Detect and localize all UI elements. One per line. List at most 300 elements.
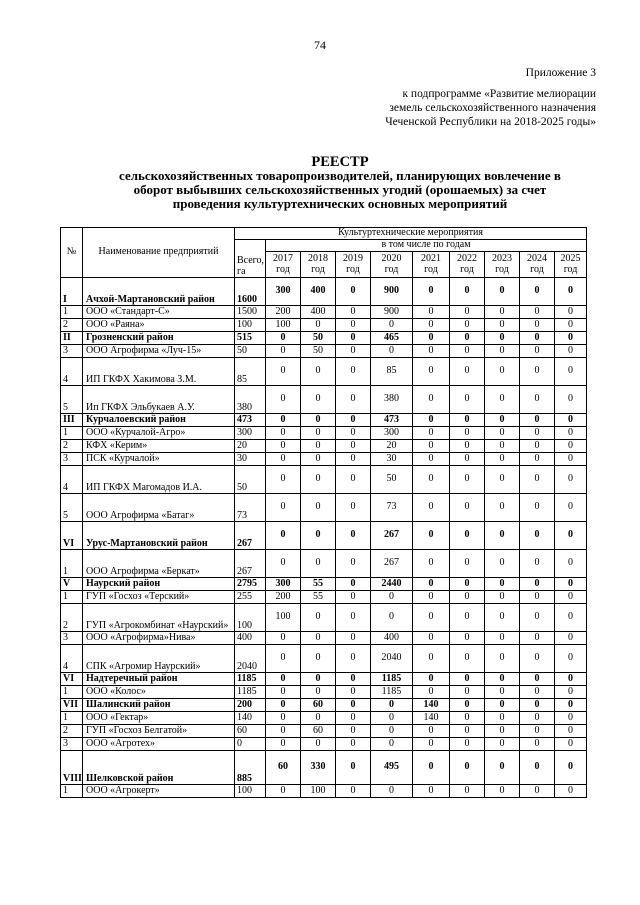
- row-year-value: 0: [485, 345, 520, 358]
- col-header-year-2022: [450, 252, 485, 278]
- row-year-value: 0: [450, 738, 485, 751]
- row-total: 2040: [235, 645, 266, 673]
- row-year-value: 0: [520, 278, 555, 306]
- row-year-value: 85: [371, 358, 413, 386]
- row-year-value: 0: [413, 738, 450, 751]
- row-year-value: 0: [266, 738, 301, 751]
- row-year-value: 0: [371, 591, 413, 604]
- row-year-value: 0: [485, 738, 520, 751]
- row-year-value: 0: [266, 440, 301, 453]
- row-year-value: 0: [301, 604, 336, 632]
- row-number: 1: [61, 427, 83, 440]
- row-year-value: 0: [450, 632, 485, 645]
- row-year-value: 0: [336, 591, 371, 604]
- row-year-value: 0: [520, 453, 555, 466]
- year-value: 2025: [560, 253, 581, 264]
- row-year-value: 50: [301, 345, 336, 358]
- row-year-value: 0: [413, 550, 450, 578]
- row-year-value: 0: [336, 632, 371, 645]
- row-name: ООО «Курчалой-Агро»: [83, 427, 235, 440]
- row-year-value: 0: [555, 522, 587, 550]
- heading-title: РЕЕСТР: [311, 154, 369, 170]
- row-year-value: 0: [413, 414, 450, 427]
- row-year-value: 0: [301, 494, 336, 522]
- table-row: [61, 306, 587, 319]
- row-year-value: 0: [413, 453, 450, 466]
- year-unit: год: [424, 263, 438, 275]
- row-year-value: 0: [555, 319, 587, 332]
- row-year-value: 140: [413, 712, 450, 725]
- year-unit: год: [495, 263, 509, 275]
- row-year-value: 0: [301, 645, 336, 673]
- row-year-value: 0: [555, 712, 587, 725]
- row-year-value: 0: [266, 645, 301, 673]
- row-year-value: 0: [555, 686, 587, 699]
- row-year-value: 0: [520, 725, 555, 738]
- row-year-value: 0: [485, 673, 520, 686]
- row-year-value: 0: [371, 738, 413, 751]
- row-year-value: 100: [266, 604, 301, 632]
- row-year-value: 0: [336, 751, 371, 785]
- row-year-value: 60: [301, 699, 336, 712]
- row-year-value: 0: [336, 414, 371, 427]
- row-year-value: 300: [371, 427, 413, 440]
- row-year-value: 0: [450, 673, 485, 686]
- row-year-value: 0: [450, 345, 485, 358]
- row-name: Курчалоевский район: [83, 414, 235, 427]
- col-header-year-2017: [266, 252, 301, 278]
- row-year-value: 0: [520, 738, 555, 751]
- row-year-value: 0: [266, 494, 301, 522]
- row-year-value: 0: [266, 712, 301, 725]
- row-year-value: 0: [450, 440, 485, 453]
- row-total: 885: [235, 751, 266, 785]
- row-total: 1500: [235, 306, 266, 319]
- row-year-value: 0: [413, 319, 450, 332]
- row-year-value: 0: [371, 785, 413, 798]
- row-total: 73: [235, 494, 266, 522]
- year-value: 2018: [308, 253, 328, 264]
- row-number: 2: [61, 725, 83, 738]
- row-year-value: 0: [301, 319, 336, 332]
- row-year-value: 200: [266, 591, 301, 604]
- row-year-value: 0: [336, 427, 371, 440]
- row-year-value: 100: [266, 319, 301, 332]
- year-unit: год: [460, 263, 474, 275]
- row-year-value: 0: [413, 332, 450, 345]
- row-name: Шалинский район: [83, 699, 235, 712]
- row-total: 515: [235, 332, 266, 345]
- row-year-value: 0: [450, 751, 485, 785]
- row-year-value: 0: [336, 466, 371, 494]
- row-year-value: 0: [301, 440, 336, 453]
- row-year-value: 0: [485, 632, 520, 645]
- row-year-value: 0: [520, 785, 555, 798]
- row-year-value: 0: [450, 319, 485, 332]
- row-year-value: 0: [266, 699, 301, 712]
- row-year-value: 0: [520, 386, 555, 414]
- year-value: 2017: [273, 253, 293, 264]
- row-year-value: 0: [266, 345, 301, 358]
- row-number: 3: [61, 345, 83, 358]
- col-header-name: Наименование предприятий: [83, 228, 235, 278]
- row-year-value: 0: [450, 386, 485, 414]
- row-number: II: [61, 332, 83, 345]
- row-year-value: 0: [555, 738, 587, 751]
- year-value: 2021: [421, 253, 441, 264]
- row-year-value: 0: [450, 522, 485, 550]
- row-year-value: 0: [485, 699, 520, 712]
- row-year-value: 0: [336, 453, 371, 466]
- year-unit: год: [276, 263, 290, 275]
- row-year-value: 0: [266, 632, 301, 645]
- row-year-value: 0: [450, 466, 485, 494]
- row-name: ГУП «Госхоз Белгатой»: [83, 725, 235, 738]
- row-year-value: 55: [301, 591, 336, 604]
- row-year-value: 0: [520, 494, 555, 522]
- row-name: СПК «Агромир Наурский»: [83, 645, 235, 673]
- row-year-value: 0: [413, 466, 450, 494]
- row-year-value: 0: [485, 712, 520, 725]
- row-number: 1: [61, 591, 83, 604]
- row-year-value: 0: [301, 522, 336, 550]
- row-year-value: 0: [450, 332, 485, 345]
- row-year-value: 0: [555, 604, 587, 632]
- appendix-line: Чеченской Республики на 2018-2025 годы»: [385, 116, 596, 128]
- row-year-value: 0: [555, 306, 587, 319]
- row-year-value: 0: [485, 319, 520, 332]
- row-year-value: 0: [485, 414, 520, 427]
- year-value: 2024: [527, 253, 547, 264]
- row-name: ООО «Агротех»: [83, 738, 235, 751]
- row-year-value: 30: [371, 453, 413, 466]
- col-header-year-2021: [413, 252, 450, 278]
- row-year-value: 0: [485, 427, 520, 440]
- row-total: 100: [235, 785, 266, 798]
- appendix-title: Приложение 3: [525, 67, 596, 79]
- row-name: ООО Агрофирма «Беркат»: [83, 550, 235, 578]
- row-year-value: 0: [555, 414, 587, 427]
- row-year-value: 0: [336, 386, 371, 414]
- district-row: [61, 332, 587, 345]
- row-year-value: 60: [266, 751, 301, 785]
- row-total: 30: [235, 453, 266, 466]
- row-year-value: 0: [301, 358, 336, 386]
- row-number: 3: [61, 738, 83, 751]
- table-row: [61, 386, 587, 414]
- table-row: [61, 453, 587, 466]
- row-number: VIII: [61, 751, 83, 785]
- row-total: 0: [235, 738, 266, 751]
- appendix-line: земель сельскохозяйственного назначения: [389, 102, 596, 114]
- row-year-value: 0: [555, 332, 587, 345]
- row-year-value: 20: [371, 440, 413, 453]
- table-row: [61, 632, 587, 645]
- row-year-value: 0: [336, 738, 371, 751]
- row-year-value: 300: [266, 278, 301, 306]
- row-year-value: 0: [413, 785, 450, 798]
- row-year-value: 0: [413, 645, 450, 673]
- row-number: 2: [61, 319, 83, 332]
- row-number: 3: [61, 632, 83, 645]
- row-total: 380: [235, 386, 266, 414]
- row-year-value: 0: [301, 673, 336, 686]
- appendix-line: к подпрограмме «Развитие мелиорации: [402, 88, 596, 100]
- row-number: 1: [61, 550, 83, 578]
- row-name: ИП ГКФХ Магомадов И.А.: [83, 466, 235, 494]
- row-year-value: 0: [485, 578, 520, 591]
- row-total: 300: [235, 427, 266, 440]
- row-total: 255: [235, 591, 266, 604]
- row-year-value: 0: [336, 785, 371, 798]
- row-year-value: 0: [336, 645, 371, 673]
- row-year-value: 0: [485, 466, 520, 494]
- row-name: ГУП «Госхоз «Терский»: [83, 591, 235, 604]
- row-year-value: 60: [301, 725, 336, 738]
- row-year-value: 0: [336, 686, 371, 699]
- row-year-value: 0: [266, 673, 301, 686]
- row-year-value: 0: [555, 725, 587, 738]
- district-row: [61, 751, 587, 785]
- row-number: 5: [61, 386, 83, 414]
- year-unit: год: [311, 263, 325, 275]
- row-year-value: 0: [336, 440, 371, 453]
- row-name: КФХ «Керим»: [83, 440, 235, 453]
- row-year-value: 0: [450, 645, 485, 673]
- col-header-year-2019: [336, 252, 371, 278]
- row-year-value: 0: [485, 522, 520, 550]
- row-year-value: 0: [301, 386, 336, 414]
- row-total: 60: [235, 725, 266, 738]
- row-year-value: 0: [555, 278, 587, 306]
- row-year-value: 0: [413, 358, 450, 386]
- table-row: [61, 494, 587, 522]
- row-year-value: 1185: [371, 673, 413, 686]
- row-year-value: 473: [371, 414, 413, 427]
- col-header-by-years: в том числе по годам: [266, 240, 587, 252]
- table-row: [61, 686, 587, 699]
- row-total: 140: [235, 712, 266, 725]
- col-header-year-2023: [485, 252, 520, 278]
- row-name: Надтеречный район: [83, 673, 235, 686]
- row-year-value: 0: [485, 494, 520, 522]
- row-name: Ачхой-Мартановский район: [83, 278, 235, 306]
- row-year-value: 0: [336, 345, 371, 358]
- row-year-value: 0: [301, 738, 336, 751]
- row-year-value: 0: [266, 332, 301, 345]
- row-year-value: 0: [485, 386, 520, 414]
- year-unit: год: [563, 263, 578, 275]
- row-year-value: 0: [413, 306, 450, 319]
- row-name: Грозненский район: [83, 332, 235, 345]
- year-unit: год: [384, 263, 399, 275]
- table-row: [61, 550, 587, 578]
- row-year-value: 2440: [371, 578, 413, 591]
- year-value: 2023: [492, 253, 512, 264]
- row-year-value: 380: [371, 386, 413, 414]
- row-year-value: 0: [520, 604, 555, 632]
- row-year-value: 0: [450, 725, 485, 738]
- row-year-value: 400: [301, 278, 336, 306]
- year-value: 2022: [457, 253, 477, 264]
- district-row: [61, 278, 587, 306]
- row-total: 1600: [235, 278, 266, 306]
- row-year-value: 0: [336, 604, 371, 632]
- row-year-value: 200: [266, 306, 301, 319]
- row-year-value: 0: [413, 578, 450, 591]
- col-header-year-2018: [301, 252, 336, 278]
- row-year-value: 0: [413, 440, 450, 453]
- row-year-value: 0: [450, 604, 485, 632]
- district-row: [61, 578, 587, 591]
- row-year-value: 0: [413, 673, 450, 686]
- document-heading: [60, 155, 620, 211]
- row-year-value: 0: [450, 699, 485, 712]
- row-year-value: 0: [520, 345, 555, 358]
- col-header-year-2020: [371, 252, 413, 278]
- row-year-value: 55: [301, 578, 336, 591]
- row-year-value: 0: [555, 673, 587, 686]
- row-number: 3: [61, 453, 83, 466]
- row-year-value: 0: [450, 591, 485, 604]
- row-year-value: 0: [555, 550, 587, 578]
- row-total: 200: [235, 699, 266, 712]
- row-year-value: 0: [336, 494, 371, 522]
- row-year-value: 0: [371, 699, 413, 712]
- row-total: 50: [235, 466, 266, 494]
- row-number: 1: [61, 785, 83, 798]
- row-year-value: 400: [301, 306, 336, 319]
- row-year-value: 0: [371, 712, 413, 725]
- row-year-value: 0: [413, 345, 450, 358]
- row-year-value: 0: [413, 494, 450, 522]
- row-year-value: 0: [413, 522, 450, 550]
- row-year-value: 900: [371, 278, 413, 306]
- row-year-value: 400: [371, 632, 413, 645]
- heading-line: оборот выбывших сельскохозяйственных угодий (орошаемых) за счет: [133, 182, 547, 197]
- row-number: VI: [61, 673, 83, 686]
- row-total: 20: [235, 440, 266, 453]
- row-year-value: 0: [555, 386, 587, 414]
- row-name: ООО «Стандарт-С»: [83, 306, 235, 319]
- row-year-value: 0: [520, 751, 555, 785]
- row-year-value: 0: [520, 427, 555, 440]
- row-name: ГУП «Агрокомбинат «Наурский»: [83, 604, 235, 632]
- row-year-value: 900: [371, 306, 413, 319]
- row-year-value: 0: [301, 427, 336, 440]
- row-year-value: 0: [555, 591, 587, 604]
- row-year-value: 0: [371, 725, 413, 738]
- row-year-value: 0: [555, 345, 587, 358]
- col-header-number: №: [61, 228, 83, 278]
- row-year-value: 0: [266, 414, 301, 427]
- row-year-value: 0: [485, 453, 520, 466]
- row-total: 267: [235, 550, 266, 578]
- row-year-value: 0: [485, 332, 520, 345]
- row-name: ООО «Раяна»: [83, 319, 235, 332]
- row-year-value: 0: [371, 319, 413, 332]
- row-year-value: 0: [266, 785, 301, 798]
- row-year-value: 0: [450, 578, 485, 591]
- row-year-value: 0: [450, 712, 485, 725]
- row-name: ООО «Агрокерт»: [83, 785, 235, 798]
- row-year-value: 0: [413, 751, 450, 785]
- row-year-value: 0: [413, 604, 450, 632]
- row-name: ООО Агрофирма «Батаг»: [83, 494, 235, 522]
- row-year-value: 0: [301, 466, 336, 494]
- row-year-value: 0: [520, 578, 555, 591]
- row-total: 100: [235, 604, 266, 632]
- row-year-value: 0: [266, 522, 301, 550]
- row-total: 267: [235, 522, 266, 550]
- row-year-value: 0: [520, 591, 555, 604]
- row-year-value: 0: [520, 645, 555, 673]
- row-year-value: 0: [555, 699, 587, 712]
- row-year-value: 0: [520, 319, 555, 332]
- row-total: 1185: [235, 686, 266, 699]
- row-number: III: [61, 414, 83, 427]
- table-row: [61, 319, 587, 332]
- heading-line: сельскохозяйственных товаропроизводителей, планирующих вовлечение в: [119, 168, 561, 183]
- row-year-value: 0: [520, 522, 555, 550]
- row-year-value: 0: [266, 427, 301, 440]
- row-year-value: 0: [450, 550, 485, 578]
- row-year-value: 0: [485, 751, 520, 785]
- row-year-value: 1185: [371, 686, 413, 699]
- row-name: Ип ГКФХ Эльбукаев А.У.: [83, 386, 235, 414]
- row-year-value: 0: [555, 632, 587, 645]
- row-year-value: 267: [371, 522, 413, 550]
- row-name: Шелковской район: [83, 751, 235, 785]
- row-year-value: 0: [555, 785, 587, 798]
- row-year-value: 0: [336, 673, 371, 686]
- row-year-value: 0: [266, 686, 301, 699]
- row-year-value: 0: [555, 466, 587, 494]
- row-year-value: 0: [371, 345, 413, 358]
- table-row: [61, 645, 587, 673]
- table-row: [61, 712, 587, 725]
- row-number: 1: [61, 686, 83, 699]
- district-row: [61, 699, 587, 712]
- row-name: Наурский район: [83, 578, 235, 591]
- row-year-value: 0: [450, 278, 485, 306]
- row-total: 400: [235, 632, 266, 645]
- district-row: [61, 522, 587, 550]
- row-year-value: 0: [336, 699, 371, 712]
- row-total: 2795: [235, 578, 266, 591]
- row-year-value: 0: [520, 712, 555, 725]
- row-year-value: 0: [301, 453, 336, 466]
- row-year-value: 0: [450, 494, 485, 522]
- row-year-value: 0: [301, 550, 336, 578]
- district-row: [61, 414, 587, 427]
- row-total: 1185: [235, 673, 266, 686]
- row-year-value: 0: [520, 440, 555, 453]
- row-year-value: 0: [485, 645, 520, 673]
- row-number: VI: [61, 522, 83, 550]
- row-year-value: 0: [555, 494, 587, 522]
- page-number: 74: [314, 38, 326, 52]
- row-year-value: 0: [450, 358, 485, 386]
- row-number: 1: [61, 306, 83, 319]
- row-number: 5: [61, 494, 83, 522]
- row-year-value: 0: [266, 453, 301, 466]
- row-total: 100: [235, 319, 266, 332]
- row-year-value: 0: [555, 453, 587, 466]
- row-year-value: 0: [336, 332, 371, 345]
- table-row: [61, 345, 587, 358]
- row-year-value: 0: [520, 673, 555, 686]
